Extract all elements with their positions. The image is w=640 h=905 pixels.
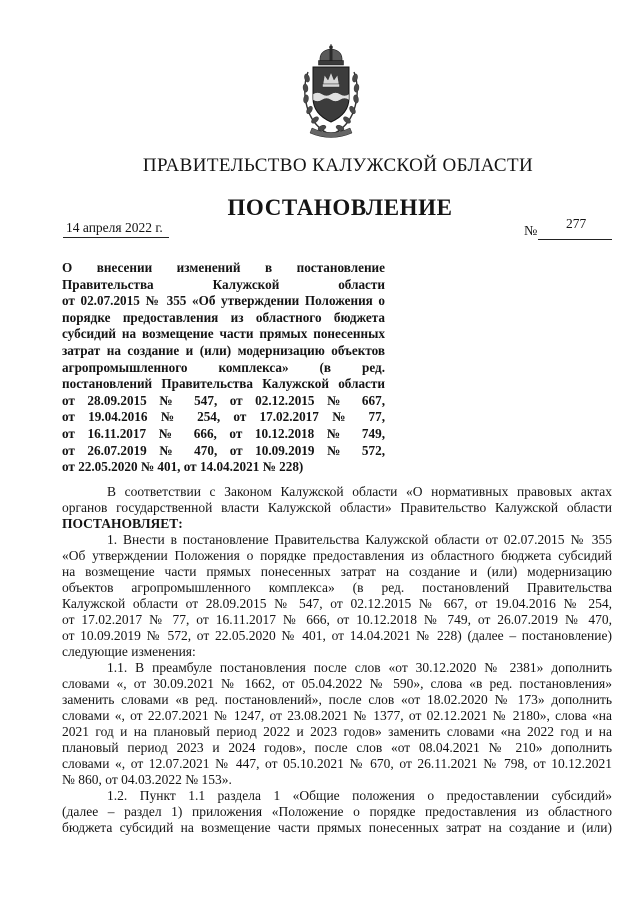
body-line: Калужской области от 28.09.2015 № 547, от 02.12.2015 № 667, от 19.04.2016 № 254, (62, 596, 612, 611)
number-underline (538, 239, 612, 240)
resolves-heading: ПОСТАНОВЛЯЕТ: (62, 516, 183, 531)
body-line: словами «, от 22.07.2021 № 1247, от 23.08.2021 № 1377, от 02.12.2021 № 2180», слова «на (62, 708, 612, 723)
body-line: № 860, от 04.03.2022 № 153». (62, 772, 232, 787)
body-line: от 10.09.2019 № 572, от 22.05.2020 № 401, от 14.04.2021 № 228) (далее – постановление) (62, 628, 612, 643)
body-line: 2021 год и на плановый период 2022 и 2023 годов» заменить словами «на 2022 год и на (62, 724, 612, 739)
coat-of-arms-icon (296, 44, 366, 140)
body-line: бюджета субсидий на возмещение части прямых понесенных затрат на создание и (или) (62, 820, 612, 835)
government-name: ПРАВИТЕЛЬСТВО КАЛУЖСКОЙ ОБЛАСТИ (142, 155, 534, 176)
emblem-ribbon-icon (310, 128, 352, 138)
body-line: органов государственной власти Калужской области» Правительство Калужской области (62, 500, 612, 515)
body-line: от 17.02.2017 № 77, от 16.11.2017 № 666, от 10.12.2018 № 749, от 26.07.2019 № 470, (62, 612, 612, 627)
title-line: субсидий на возмещение части прямых понесенных (62, 326, 385, 342)
document-number: 277 (566, 216, 587, 231)
emblem-shield-icon (313, 67, 349, 122)
title-line: от 02.07.2015 № 355 «Об утверждении Положения о (62, 293, 385, 309)
body-line: В соответствии с Законом Калужской области «О нормативных правовых актах (107, 484, 612, 499)
body-line: словами «, от 12.07.2021 № 447, от 05.10.2021 № 670, от 26.11.2021 № 798, от 10.12.2021 (62, 756, 612, 771)
title-line: постановлений Правительства Калужской области (62, 376, 385, 392)
title-line: от 26.07.2019 № 470, от 10.09.2019 № 572, (62, 442, 385, 458)
preamble-paragraph (62, 484, 612, 516)
document-date: 14 апреля 2022 г. (63, 220, 169, 238)
body-line: 1.2. Пункт 1.1 раздела 1 «Общие положения о предоставлении субсидий» (107, 788, 612, 803)
body-line: 1. Внести в постановление Правительства Калужской области от 02.07.2015 № 355 (107, 532, 612, 547)
body-line: «Об утверждении Положения о порядке предоставления из областного бюджета субсидий (62, 548, 612, 563)
title-line: от 16.11.2017 № 666, от 10.12.2018 № 749, (62, 425, 385, 441)
item-1-1-paragraph (62, 660, 612, 788)
emblem-crown-icon (319, 44, 344, 65)
item-1-2-paragraph (62, 788, 612, 836)
body-line: плановый период 2023 и 2024 годов», после слов «от 08.04.2021 № 210» дополнить (62, 740, 612, 755)
title-line: Правительства Калужской области (62, 276, 385, 292)
body-line: (далее – раздел 1) приложения «Положение о порядке предоставления из областного (62, 804, 612, 819)
body-line: заменить словами «в ред. постановлений», после слов «от 18.02.2020 № 173» дополнить (62, 692, 612, 707)
body-line: словами «, от 30.09.2021 № 1662, от 05.04.2022 № 590», слова «в ред. постановления» (62, 676, 612, 691)
title-line: от 22.05.2020 № 401, от 14.04.2021 № 228) (62, 459, 304, 475)
title-line: от 28.09.2015 № 547, от 02.12.2015 № 667, (62, 392, 385, 408)
body-line: 1.1. В преамбуле постановления после слов «от 30.12.2020 № 2381» дополнить (107, 660, 612, 675)
item-1-paragraph (62, 532, 612, 660)
body-line: объектов агропромышленного комплекса» (в ред. постановлений Правительства (62, 580, 612, 595)
title-line: от 19.04.2016 № 254, от 17.02.2017 № 77, (62, 409, 385, 425)
title-line: затрат на создание и (или) модернизацию объектов (62, 342, 385, 358)
title-line: О внесении изменений в постановление (62, 260, 385, 275)
body-line: на возмещение части прямых понесенных затрат на создание и (или) модернизацию (62, 564, 612, 579)
title-line: порядке предоставления из областного бюджета (62, 309, 385, 325)
number-sign: № (524, 224, 538, 239)
title-line: агропромышленного комплекса» (в ред. (62, 359, 385, 375)
document-title (62, 260, 385, 476)
document-type: ПОСТАНОВЛЕНИЕ (227, 195, 453, 220)
body-line: следующие изменения: (62, 644, 196, 659)
document-body (62, 484, 612, 836)
